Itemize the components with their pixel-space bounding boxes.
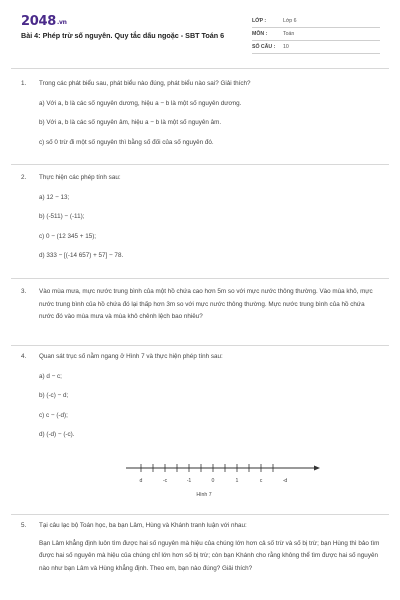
question-4: [21, 351, 381, 442]
sub-question: a) d − c;: [39, 372, 62, 380]
question-stem: Vào mùa mưa, mực nước trung bình của một hồ chứa cao hơn 5m so với mực nước thông thường. Vào mùa khô, mực nước trung bình của hồ chứa đó lại thấp hơn 3m so với mực nước thông thường. Mực nước trung bình của hồ chứa nước đó vào mùa mưa và mùa khô chênh lệch bao nhiêu?: [39, 288, 373, 320]
meta-row-class: [252, 15, 380, 28]
question-3: [21, 286, 381, 324]
meta-value: Lớp 6: [283, 18, 297, 24]
question-stem: Thực hiện các phép tính sau:: [39, 174, 121, 181]
sub-question: b) (-c) − d;: [39, 392, 69, 399]
question-5: [21, 520, 381, 575]
divider: [11, 278, 389, 279]
divider: [11, 164, 389, 165]
number-line-figure: [126, 462, 320, 512]
question-number: 3.: [21, 288, 27, 295]
question-number: 2.: [21, 174, 27, 181]
sub-question: c) c − (-d);: [39, 411, 68, 419]
question-number: 1.: [21, 80, 27, 87]
question-stem: Quan sát trục số nằm ngang ở Hình 7 và thực hiện phép tính sau:: [39, 353, 223, 360]
sub-question: c) 0 − (12 345 + 15);: [39, 232, 97, 240]
axis-arrow: [314, 466, 320, 471]
axis-label-one: 1: [235, 478, 239, 484]
number-line-axis: [126, 462, 320, 488]
sub-question: d) (-d) − (-c).: [39, 431, 75, 438]
question-number: 4.: [21, 353, 27, 360]
question-stem: Trong các phát biểu sau, phát biểu nào đúng, phát biểu nào sai? Giải thích?: [39, 80, 251, 87]
question-2: [21, 172, 381, 263]
logo-suffix: .vn: [56, 19, 67, 26]
sub-question: a) 12 − 13;: [39, 193, 70, 201]
figure-caption: Hình 7: [196, 492, 212, 498]
meta-label: LỚP :: [252, 18, 267, 24]
divider: [11, 68, 389, 69]
site-logo[interactable]: [21, 14, 67, 29]
axis-label-c: c: [259, 478, 263, 484]
meta-row-subject: [252, 28, 380, 41]
question-1: [21, 78, 381, 149]
divider: [11, 345, 389, 346]
axis-label-d: d: [139, 478, 143, 484]
question-number: 5.: [21, 522, 27, 529]
axis-label-neg-c: -c: [162, 478, 168, 484]
meta-label: MÔN :: [252, 31, 268, 37]
sub-question: a) Với a, b là các số nguyên dương, hiệu a − b là một số nguyên dương.: [39, 99, 242, 107]
sub-question: d) 333 − [(-14 657) + 57] − 78.: [39, 252, 124, 259]
divider: [11, 514, 389, 515]
sub-question: b) (-511) − (-11);: [39, 213, 85, 220]
meta-value: 10: [283, 44, 289, 50]
axis-label-zero: 0: [211, 478, 215, 484]
axis-label-neg-d: -d: [282, 478, 288, 484]
meta-label: SỐ CÂU :: [252, 44, 276, 50]
document-header: [0, 0, 400, 60]
meta-row-count: [252, 41, 380, 54]
document-title: Bài 4: Phép trừ số nguyên. Quy tắc dấu ngoặc - SBT Toán 6: [21, 31, 225, 40]
logo-text: 2048: [21, 14, 56, 29]
question-paragraph: Bạn Lâm khẳng định luôn tìm được hai số nguyên mà hiệu của chúng lớn hơn cả số trừ và số bị trừ; bạn Hùng thì bảo tìm được hai số nguyên mà hiệu của chúng chỉ lớn hơn số bị trừ; còn bạn Khánh cho rằng không thể tìm được hai số nguyên nào như bạn Lâm và Hùng khẳng định. Theo em, bạn nào đúng? Giải thích?: [39, 539, 380, 572]
sub-question: c) số 0 trừ đi một số nguyên thì bằng số đối của số nguyên đó.: [39, 138, 214, 146]
question-stem: Tại câu lạc bộ Toán học, ba bạn Lâm, Hùng và Khánh tranh luận với nhau:: [39, 522, 247, 529]
meta-value: Toán: [283, 31, 295, 37]
axis-label-neg-1: -1: [186, 478, 192, 484]
sub-question: b) Với a, b là các số nguyên âm, hiệu a − b là một số nguyên âm.: [39, 119, 222, 126]
meta-table: [252, 15, 380, 54]
